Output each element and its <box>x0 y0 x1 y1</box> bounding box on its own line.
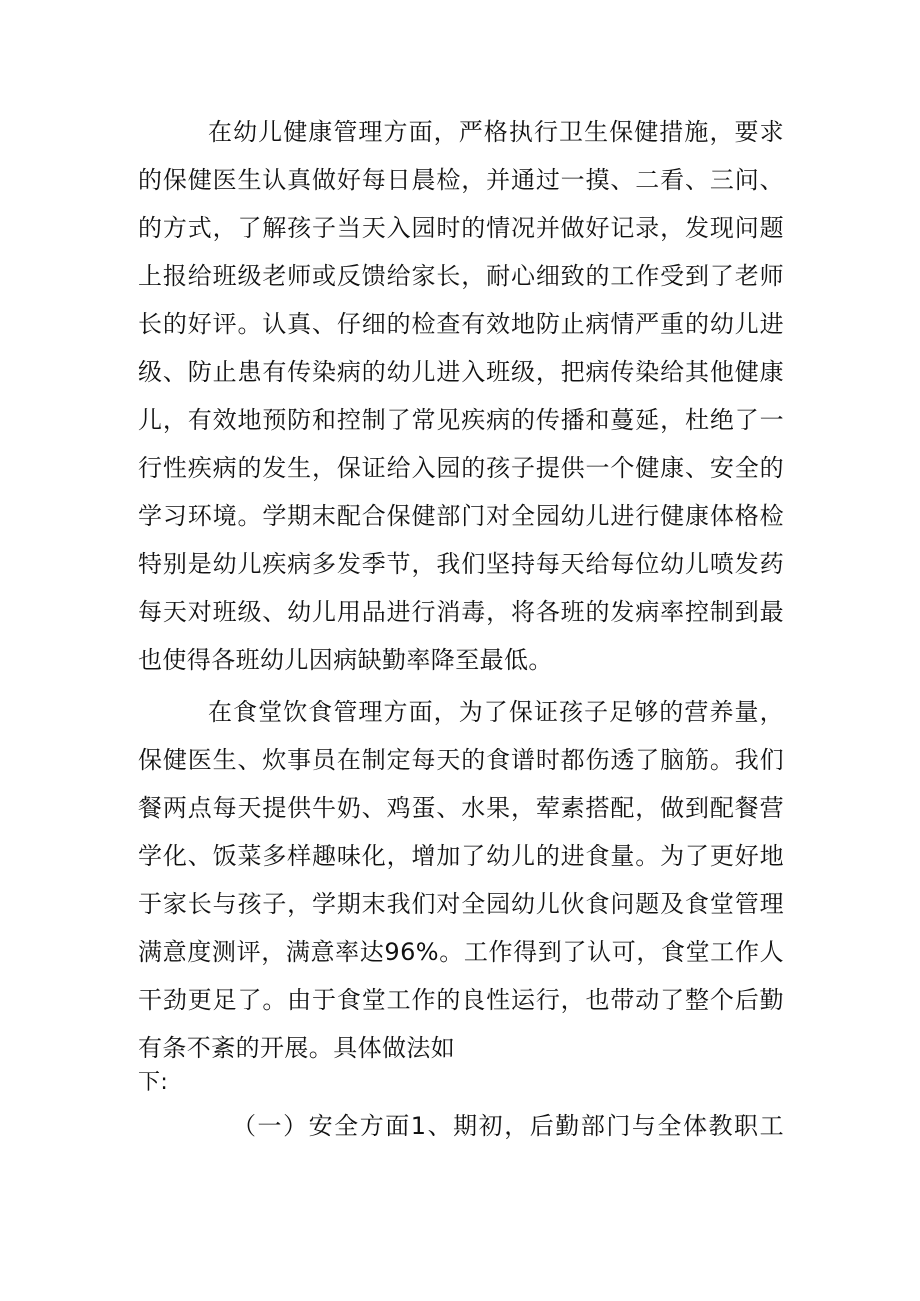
text-line: 有条不紊的开展。具体做法如 <box>138 1034 456 1062</box>
text-line: 的方式，了解孩子当天入园时的情况并做好记录，发现问题 <box>138 214 784 242</box>
text-line: 保健医生、炊事员在制定每天的食谱时都伤透了脑筋。我们 <box>138 746 784 774</box>
text-line: 学化、饭菜多样趣味化，增加了幼儿的进食量。为了更好地 <box>138 842 784 870</box>
text-line: 干劲更足了。由于食堂工作的良性运行，也带动了整个后勤 <box>138 986 784 1014</box>
text-line: 于家长与孩子，学期末我们对全园幼儿伙食问题及食堂管理 <box>138 890 784 918</box>
text-line: （一）安全方面1、期初，后勤部门与全体教职工 <box>232 1112 784 1140</box>
text-line: 儿，有效地预防和控制了常见疾病的传播和蔓延，杜绝了一 <box>138 406 784 434</box>
text-line: 也使得各班幼儿因病缺勤率降至最低。 <box>138 646 553 674</box>
text-line: 餐两点每天提供牛奶、鸡蛋、水果，荤素搭配，做到配餐营 <box>138 794 784 822</box>
text-line: 每天对班级、幼儿用品进行消毒，将各班的发病率控制到最 <box>138 598 784 626</box>
text-line: 级、防止患有传染病的幼儿进入班级，把病传染给其他健康 <box>138 358 784 386</box>
text-line: 满意度测评，满意率达96%。工作得到了认可，食堂工作人 <box>138 938 784 966</box>
text-line: 上报给班级老师或反馈给家长，耐心细致的工作受到了老师 <box>138 262 784 290</box>
text-line: 学习环境。学期末配合保健部门对全园幼儿进行健康体格检 <box>138 502 784 530</box>
text-line: 特别是幼儿疾病多发季节，我们坚持每天给每位幼儿喷发药 <box>138 550 784 578</box>
text-line: 长的好评。认真、仔细的检查有效地防止病情严重的幼儿进 <box>138 310 784 338</box>
text-line: 在食堂饮食管理方面，为了保证孩子足够的营养量， <box>208 698 784 726</box>
text-line: 行性疾病的发生，保证给入园的孩子提供一个健康、安全的 <box>138 454 784 482</box>
text-line: 的保健医生认真做好每日晨检，并通过一摸、二看、三问、 <box>138 166 784 194</box>
text-line: 在幼儿健康管理方面，严格执行卫生保健措施，要求 <box>208 118 784 146</box>
text-line: 下: <box>138 1070 169 1095</box>
